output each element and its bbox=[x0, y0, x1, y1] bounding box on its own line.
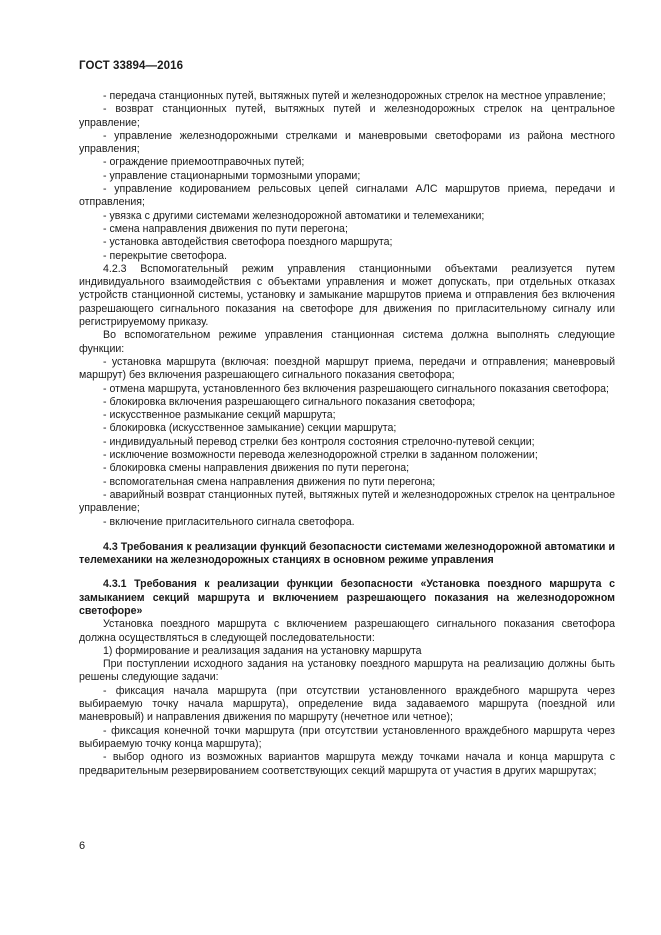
paragraph: Установка поездного маршрута с включением разрешающего сигнального показания светофора должна осуществляться в следующей последовательности: bbox=[79, 618, 615, 644]
list-item: - возврат станционных путей, вытяжных путей и железнодорожных стрелок на центральное управление; bbox=[79, 103, 615, 129]
list-item: - исключение возможности перевода железнодорожной стрелки в заданном положении; bbox=[103, 449, 538, 462]
list-item: - смена направления движения по пути перегона; bbox=[103, 222, 348, 235]
list-item: - индивидуальный перевод стрелки без контроля состояния стрелочно-путевой секции; bbox=[103, 435, 535, 448]
list-item: - аварийный возврат станционных путей, вытяжных путей и железнодорожных стрелок на центральное управление; bbox=[79, 488, 615, 515]
list-item: - включение пригласительного сигнала светофора. bbox=[103, 515, 355, 528]
list-item: - установка маршрута (включая: поездной маршрут приема, передачи и отправления; маневровый маршрут) без включения разрешающего сигнального показания светофора; bbox=[79, 355, 615, 382]
list-item: - искусственное размыкание секций маршрута; bbox=[103, 409, 336, 422]
list-item: - установка автодействия светофора поездного маршрута; bbox=[103, 236, 393, 249]
list-item: 1) формирование и реализация задания на установку маршрута bbox=[103, 644, 422, 657]
list-item: - вспомогательная смена направления движения по пути перегона; bbox=[103, 475, 436, 488]
page-number: 6 bbox=[79, 840, 86, 852]
list-item: - отмена маршрута, установленного без включения разрешающего сигнального показания светофора; bbox=[103, 382, 609, 395]
section-heading-4-3-1: 4.3.1 Требования к реализации функции безопасности «Установка поездного маршрута с замыканием секций маршрута и включением разрешающего показания на железнодорожном светофоре» bbox=[79, 578, 615, 617]
section-gap bbox=[79, 567, 615, 578]
section-gap bbox=[79, 529, 615, 541]
list-item: - управление железнодорожными стрелками и маневровыми светофорами из района местного управления; bbox=[79, 129, 615, 156]
section-heading-4-3: 4.3 Требования к реализации функций безопасности системами железнодорожной автоматики и телемеханики на железнодорожных станциях в основном режиме управления bbox=[79, 540, 615, 567]
list-item: - управление стационарными тормозными упорами; bbox=[103, 169, 361, 182]
paragraph-4-2-3: 4.2.3 Вспомогательный режим управления станционными объектами реализуется путем индивидуального взаимодействия с объектами управления и может допускать, при отдельных отказах устройств станционной системы, установку и замыкание маршрутов приема и отправления без включения разрешающего сигнального показания на светофоре для движения по пригласительному сигналу или регистрируемому приказу. bbox=[79, 262, 615, 329]
list-item: - передача станционных путей, вытяжных путей и железнодорожных стрелок на местное управление; bbox=[103, 90, 606, 102]
paragraph: Во вспомогательном режиме управления станционная система должна выполнять следующие функции: bbox=[79, 329, 615, 355]
list-item: - управление кодированием рельсовых цепей сигналами АЛС маршрутов приема, передачи и отправления; bbox=[79, 183, 615, 209]
list-item: - блокировка (искусственное замыкание) секции маршрута; bbox=[103, 422, 397, 435]
document-header: ГОСТ 33894—2016 bbox=[79, 60, 184, 72]
list-item: - перекрытие светофора. bbox=[103, 249, 227, 262]
list-item: - фиксация начала маршрута (при отсутствии установленного враждебного маршрута через выбираемую точку начала маршрута), определение вида задаваемого маршрута (поездной или маневровый) и направления движения по маршруту (нечетное или четное); bbox=[79, 684, 615, 724]
list-item: - блокировка включения разрешающего сигнального показания светофора; bbox=[103, 395, 476, 408]
paragraph: При поступлении исходного задания на установку поездного маршрута на реализацию должны быть решены следующие задачи: bbox=[79, 658, 615, 684]
document-body bbox=[79, 90, 615, 778]
list-item: - увязка с другими системами железнодорожной автоматики и телемеханики; bbox=[103, 209, 485, 222]
list-item: - выбор одного из возможных вариантов маршрута между точками начала и конца маршрута с предварительным резервированием соответствующих секций маршрута от участия в других маршрутах; bbox=[79, 751, 615, 777]
list-item: - блокировка смены направления движения по пути перегона; bbox=[103, 462, 410, 475]
list-item: - ограждение приемоотправочных путей; bbox=[103, 156, 305, 169]
list-item: - фиксация конечной точки маршрута (при отсутствии установленного враждебного маршрута через выбираемую точку конца маршрута); bbox=[79, 724, 615, 750]
